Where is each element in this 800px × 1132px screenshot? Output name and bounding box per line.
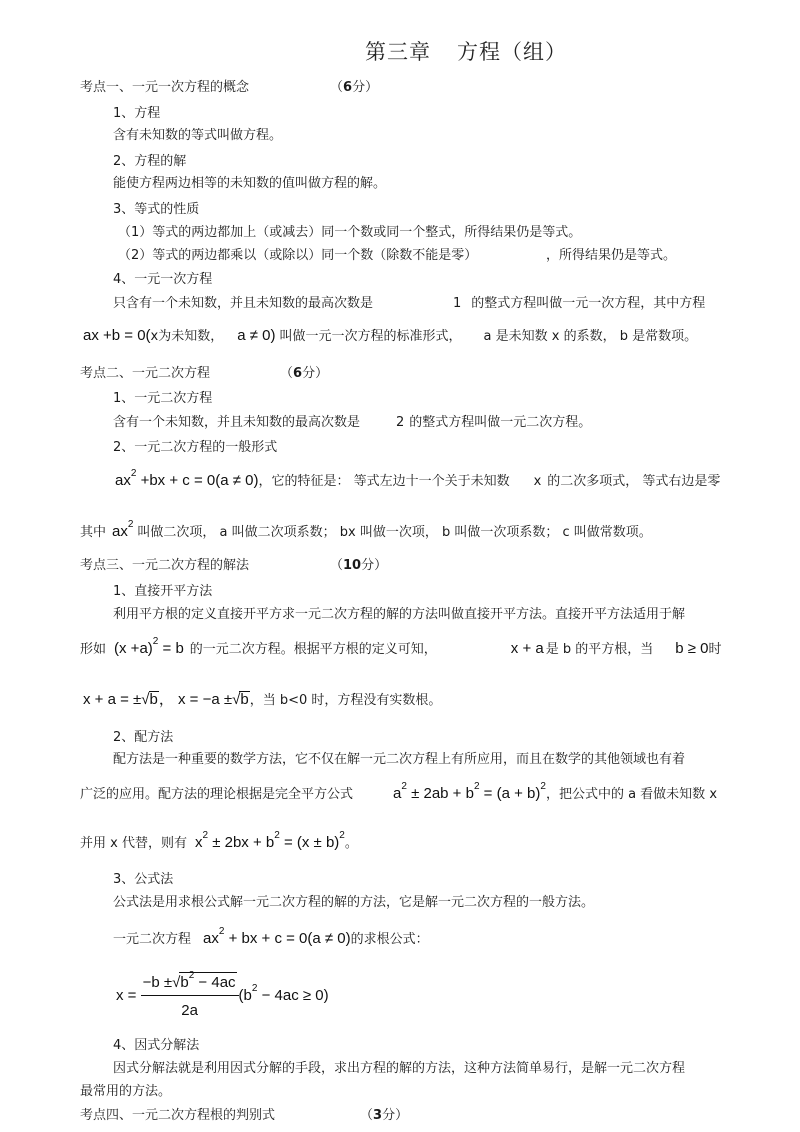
formula-condition: $(b^2 - 4ac \ge 0)$ [238,983,329,1005]
quadratic-formula: x = $\frac{-b \pm√b^2 - 4ac}{2a}$ $(b^2 - 4ac \ge 0)$ [116,970,329,1019]
math-expression: x + a [510,640,544,657]
section-heading-2: 考点二、一元二次方程 [80,366,211,381]
general-form-line: $ax^2 +bx + c = 0(a \ne 0)$，它的特征是： 等式左边十一个关于未知数 x 的二次多项式， 等式右边是零 [115,468,721,489]
item-text: 含有未知数的等式叫做方程。 [113,128,283,143]
item-label: 3、等式的性质 [113,202,200,217]
property-2: （2）等式的两边都乘以（或除以）同一个数（除数不能是零） [118,248,478,263]
item-text-continued: 最常用的方法。 [80,1084,172,1099]
chapter-number: 第三章 [365,40,431,64]
direct-root-result-line: x + a = ±√b， x = −a ±√b，当 b<0 时，方程没有实数根。 [83,691,442,708]
math-expression: ax +b = 0( [83,327,151,344]
math-expression: a ≠ 0) [237,327,276,344]
math-expression: x + a = ±√b， x = −a ±√b [83,691,249,708]
quadratic-formula-intro: 一元二次方程 $ax^2$ + bx + c = 0(a ≠ 0)的求根公式： [113,926,429,947]
math-expression: $x^2 \pm 2bx + b^2 = (x \pm b)^2$ [194,830,345,851]
chapter-name: 方程（组） [457,40,567,64]
item-text: 配方法是一种重要的数学方法，它不仅在解一元二次方程上有所应用，而且在数学的其他领域也有着 [113,752,686,767]
math-expression: $ax^2$ [112,519,134,540]
item-label: 1、直接开平方法 [113,584,213,599]
item-text: 公式法是用求根公式解一元二次方程的解的方法，它是解一元二次方程的一般方法。 [113,895,595,910]
standard-form-line: ax +b = 0(x为未知数， a ≠ 0) 叫做一元一次方程的标准形式， a 是未知数 x 的系数， b 是常数项。 [83,327,698,344]
section-score-3: （10分） [330,558,388,573]
section-score-4: （3分） [360,1108,409,1123]
item-label: 3、公式法 [113,872,174,887]
section-score-2: （6分） [280,366,329,381]
item-text: 只含有一个未知数，并且未知数的最高次数是 1 的整式方程叫做一元一次方程，其中方程 [113,296,706,311]
item-label: 4、一元一次方程 [113,272,213,287]
item-text: 能使方程两边相等的未知数的值叫做方程的解。 [113,176,387,191]
section-heading-4: 考点四、一元二次方程根的判别式 [80,1108,276,1123]
math-expression: $(x +a)^2 = b$ [114,636,184,657]
direct-root-line: 形如 $(x +a)^2 = b$ 的一元二次方程。根据平方根的定义可知， x + a 是 b 的平方根，当 b ≥ 0时 [80,636,722,657]
formula-fraction [141,972,239,1019]
formula-denominator: 2a [181,1001,198,1019]
section-heading-1: 考点一、一元一次方程的概念 [80,80,250,95]
item-label: 4、因式分解法 [113,1038,200,1053]
item-label: 2、配方法 [113,730,174,745]
item-text: 因式分解法就是利用因式分解的手段，求出方程的解的方法，这种方法简单易行，是解一元二次方程 [113,1061,686,1076]
item-label: 2、一元二次方程的一般形式 [113,440,278,455]
formula-numerator: $-b \pm√b^2 - 4ac$ [141,972,239,996]
property-1: （1）等式的两边都加上（或减去）同一个数或同一个整式，所得结果仍是等式。 [118,225,582,240]
terms-line: 其中 $ax^2$叫做二次项， a 叫做二次项系数； bx 叫做一次项， b 叫做一次项系数； c 叫做常数项。 [80,519,652,540]
section-score-1: （6分） [330,80,379,95]
item-label: 2、方程的解 [113,154,187,169]
item-text: 利用平方根的定义直接开平方求一元二次方程的解的方法叫做直接开平方法。直接开平方法适用于解 [113,607,686,622]
item-label: 1、一元二次方程 [113,391,213,406]
item-text: 含有一个未知数，并且未知数的最高次数是 2 的整式方程叫做一元二次方程。 [113,415,592,430]
item-label: 1、方程 [113,106,161,121]
math-expression: b ≥ 0 [675,640,709,657]
math-expression: $ax^2 +bx + c = 0(a \ne 0)$ [115,468,259,489]
math-expression: $a^2 \pm 2ab + b^2 = (a + b)^2$ [393,781,546,802]
page-title [365,36,567,66]
completing-square-result-line: 并用 x 代替，则有 $x^2 \pm 2bx + b^2 = (x \pm b)^2$。 [80,830,358,851]
completing-square-line: 广泛的应用。配方法的理论根据是完全平方公式 $a^2 \pm 2ab + b^2 = (a + b)^2$，把公式中的 a 看做未知数 x [80,781,718,802]
section-heading-3: 考点三、一元二次方程的解法 [80,558,250,573]
property-2-tail: ，所得结果仍是等式。 [546,248,677,263]
math-expression: $ax^2$ + bx + c = 0(a ≠ 0) [203,926,351,947]
